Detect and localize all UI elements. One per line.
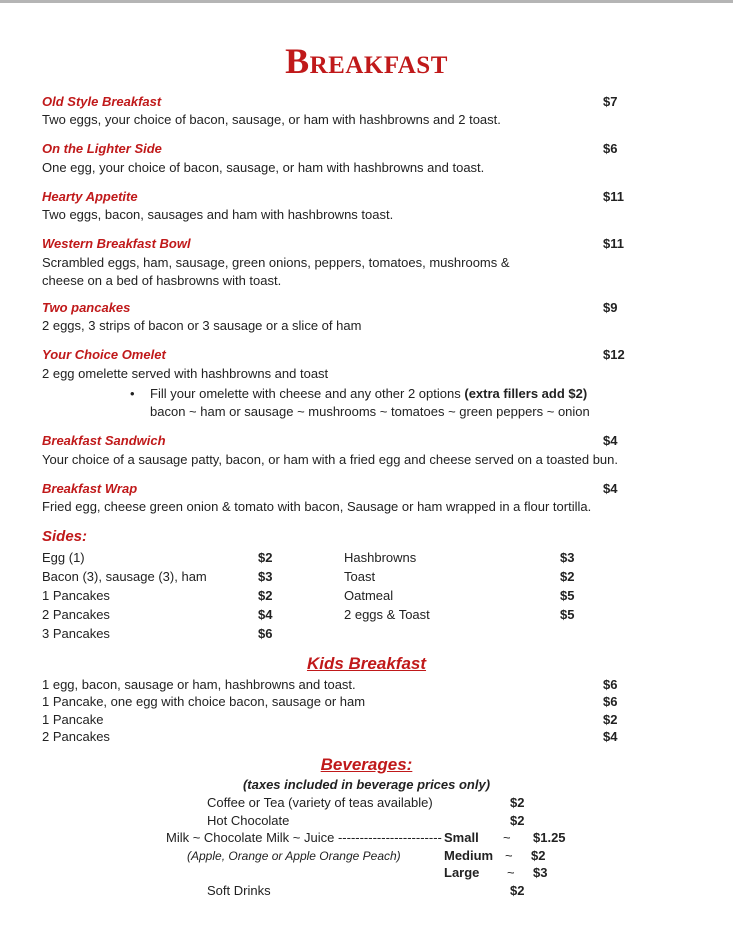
item-description: One egg, your choice of bacon, sausage, or ham with hashbrowns and toast.: [42, 160, 485, 175]
beverage-name: Soft Drinks: [207, 883, 271, 898]
side-name: 2 eggs & Toast: [344, 607, 430, 622]
side-name: 1 Pancakes: [42, 588, 110, 603]
item-description: Two eggs, your choice of bacon, sausage, or ham with hashbrowns and 2 toast.: [42, 112, 501, 127]
item-description: Your choice of a sausage patty, bacon, or ham with a fried egg and cheese served on a toasted bun.: [42, 452, 618, 467]
size-price: $1.25: [533, 830, 566, 845]
item-price: $11: [603, 236, 624, 251]
omelet-fillers-note: [150, 386, 587, 401]
item-price: $9: [603, 300, 618, 315]
side-price: $5: [560, 588, 575, 603]
side-price: $2: [258, 550, 273, 565]
page-top-border: [0, 0, 733, 3]
beverage-price: $2: [510, 883, 525, 898]
side-price: $5: [560, 607, 575, 622]
item-price: $4: [603, 481, 618, 496]
beverage-name: Milk ~ Chocolate Milk ~ Juice ------------------------: [166, 830, 442, 845]
side-name: Egg (1): [42, 550, 85, 565]
kids-heading: Kids Breakfast: [306, 654, 427, 673]
menu-title: Breakfast: [285, 41, 448, 81]
kids-item-price: $2: [603, 712, 618, 727]
item-description: 2 eggs, 3 strips of bacon or 3 sausage or a slice of ham: [42, 318, 362, 333]
beverage-name: Coffee or Tea (variety of teas available): [207, 795, 433, 810]
size-label: Medium: [444, 848, 494, 863]
side-price: $4: [258, 607, 273, 622]
sides-heading: Sides:: [42, 528, 88, 545]
side-name: Toast: [344, 569, 376, 584]
kids-item-price: $6: [603, 677, 618, 692]
item-name: Breakfast Wrap: [42, 481, 138, 496]
item-name: Two pancakes: [42, 300, 131, 315]
kids-item-price: $6: [603, 694, 618, 709]
kids-item-name: 1 Pancake, one egg with choice bacon, sausage or ham: [42, 694, 366, 709]
size-tilde: ~: [507, 865, 515, 880]
item-name: Your Choice Omelet: [42, 347, 166, 362]
item-description: Two eggs, bacon, sausages and ham with hashbrowns toast.: [42, 207, 394, 222]
size-label: Small: [444, 830, 479, 845]
item-name: Western Breakfast Bowl: [42, 236, 191, 251]
item-description: Fried egg, cheese green onion & tomato with bacon, Sausage or ham wrapped in a flour tortilla.: [42, 499, 592, 514]
size-price: $3: [533, 865, 548, 880]
juice-flavors: (Apple, Orange or Apple Orange Peach): [187, 849, 401, 863]
extra-fillers-price: (extra fillers add $2): [464, 386, 588, 401]
side-price: $3: [258, 569, 273, 584]
beverage-price: $2: [510, 813, 525, 828]
side-price: $3: [560, 550, 575, 565]
item-price: $6: [603, 141, 618, 156]
item-name: On the Lighter Side: [42, 141, 162, 156]
side-price: $6: [258, 626, 273, 641]
item-price: $4: [603, 433, 618, 448]
kids-item-name: 2 Pancakes: [42, 729, 110, 744]
item-name: Breakfast Sandwich: [42, 433, 166, 448]
beverage-name: Hot Chocolate: [207, 813, 290, 828]
omelet-fillers-text: Fill your omelette with cheese and any other 2 options: [150, 386, 461, 401]
side-price: $2: [258, 588, 273, 603]
side-name: 2 Pancakes: [42, 607, 110, 622]
beverages-tax-note: (taxes included in beverage prices only): [242, 777, 491, 792]
item-price: $12: [603, 347, 625, 362]
side-name: Bacon (3), sausage (3), ham: [42, 569, 207, 584]
side-price: $2: [560, 569, 575, 584]
beverage-price: $2: [510, 795, 525, 810]
size-label: Large: [444, 865, 480, 880]
side-name: Oatmeal: [344, 588, 394, 603]
kids-item-price: $4: [603, 729, 618, 744]
item-name: Hearty Appetite: [42, 189, 138, 204]
size-tilde: ~: [505, 848, 513, 863]
beverages-heading: Beverages:: [320, 755, 413, 774]
kids-item-name: 1 egg, bacon, sausage or ham, hashbrowns and toast.: [42, 677, 356, 692]
item-price: $7: [603, 94, 618, 109]
omelet-options: bacon ~ ham or sausage ~ mushrooms ~ tomatoes ~ green peppers ~ onion: [150, 404, 590, 419]
item-description: 2 egg omelette served with hashbrowns and toast: [42, 366, 329, 381]
bullet-marker: •: [130, 386, 135, 401]
kids-item-name: 1 Pancake: [42, 712, 104, 727]
item-price: $11: [603, 189, 624, 204]
size-price: $2: [531, 848, 546, 863]
side-name: 3 Pancakes: [42, 626, 110, 641]
item-description: Scrambled eggs, ham, sausage, green onions, peppers, tomatoes, mushrooms & cheese on a bed of hasbrowns with toast.: [42, 255, 510, 288]
item-name: Old Style Breakfast: [42, 94, 162, 109]
size-tilde: ~: [503, 830, 511, 845]
side-name: Hashbrowns: [344, 550, 417, 565]
